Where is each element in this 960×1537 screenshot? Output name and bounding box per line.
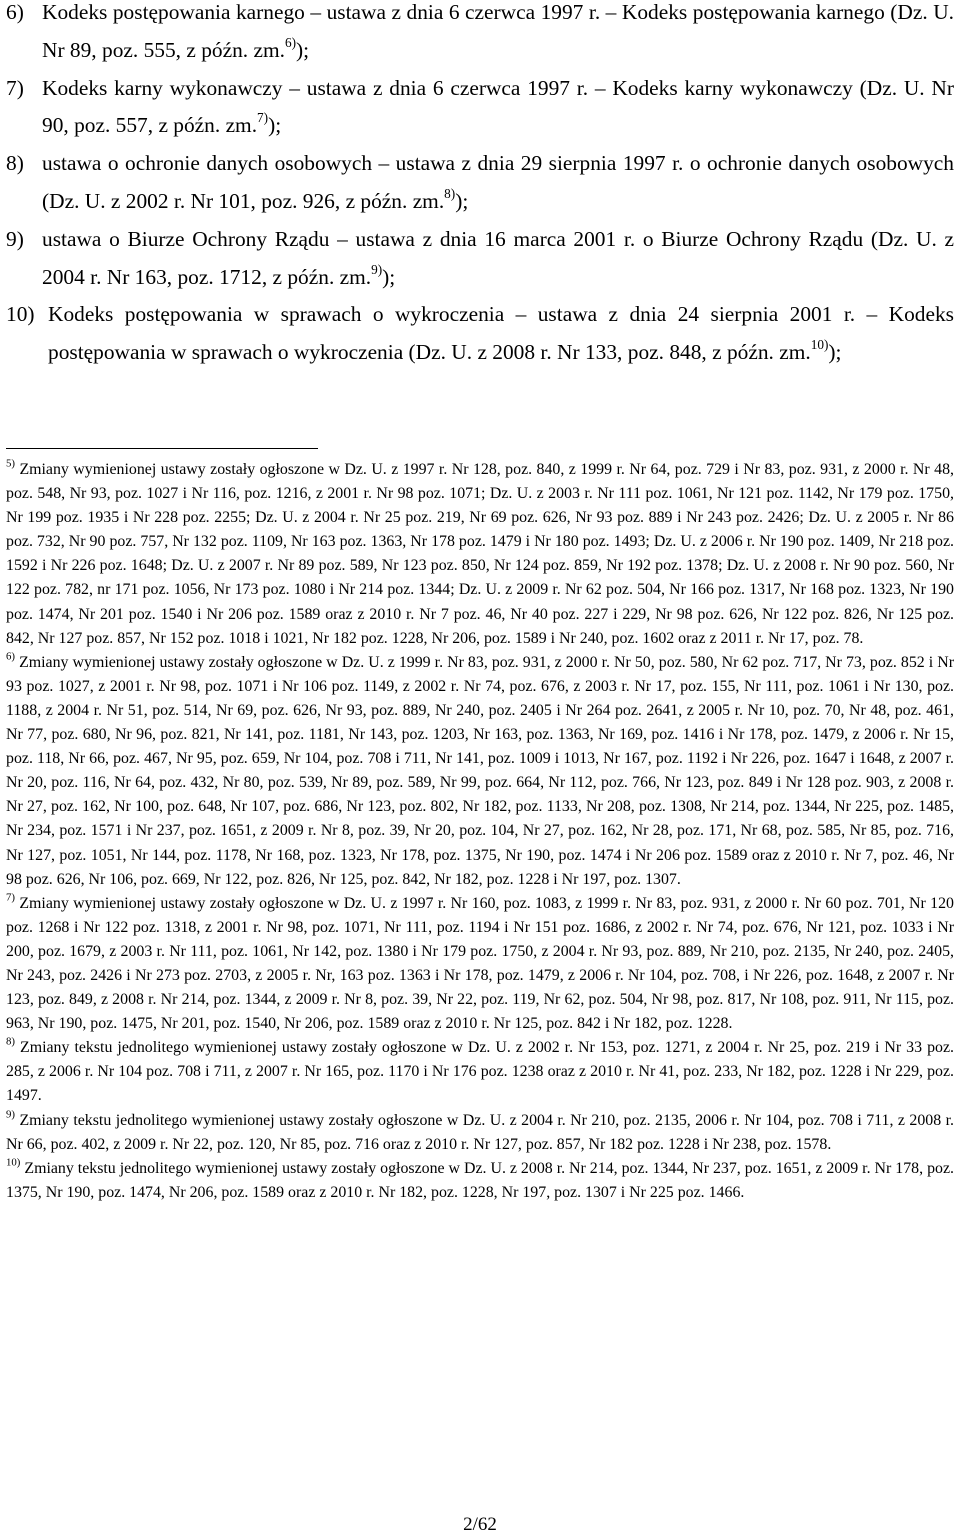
list-item [6,296,954,372]
item-number: 8) [6,151,24,176]
item-tail: ); [382,264,396,289]
footnote [6,892,954,1037]
footnote [6,651,954,892]
footnote-text: Zmiany tekstu jednolitego wymienionej ustawy zostały ogłoszone w Dz. U. z 2004 r. Nr 210, poz. 2135, 2006 r. Nr 104, poz. 708 i 711, z 2008 r. Nr 66, poz. 402, z 2009 r. Nr 22, poz. 120, Nr 85, poz. 716 oraz z 2010 r. Nr 127, poz. 857, Nr 182 poz. 1228 i Nr 238, poz. 1578. [6,1111,954,1153]
footnotes [6,458,954,1205]
item-text: Kodeks karny wykonawczy – ustawa z dnia 6 czerwca 1997 r. – Kodeks karny wykonawczy (Dz. U. Nr 90, poz. 557, z późn. zm. [42,75,954,138]
item-tail: ); [828,340,842,365]
item-number: 10) [6,302,35,327]
footnote-ref: 7) [257,110,269,126]
footnote-separator [6,448,318,449]
item-text: Kodeks postępowania w sprawach o wykroczenia – ustawa z dnia 24 sierpnia 2001 r. – Kodeks postępowania w sprawach o wykroczenia (Dz. U. z 2008 r. Nr 133, poz. 848, z późn. zm. [48,302,954,365]
footnote-ref: 6) [284,34,297,50]
item-tail: ); [296,37,310,62]
footnote-ref: 8) [444,186,456,202]
footnote-mark: 5) [6,457,15,470]
page-number: 2/62 [463,1514,497,1535]
item-tail: ); [455,188,469,213]
footnote [6,458,954,651]
footnote-mark: 6) [6,650,15,663]
footnote-mark: 9) [6,1107,15,1120]
footnote-text: Zmiany wymienionej ustawy zostały ogłoszone w Dz. U. z 1997 r. Nr 128, poz. 840, z 1999 r. Nr 64, poz. 729 i Nr 83, poz. 931, z 2000 r. Nr 48, poz. 548, Nr 93, poz. 1027 i Nr 116, poz. 1216, z 2001 r. Nr 98 poz. 1071; Dz. U. z 2003 r. Nr 111 poz. 1061, Nr 121 poz. 1142, Nr 179 poz. 1750, Nr 199 poz. 1935 i Nr 228 poz. 2255; Dz. U. z 2004 r. Nr 25 poz. 219, Nr 69 poz. 626, Nr 93 poz. 889 i Nr 243 poz. 2426; Dz. U. z 2005 r. Nr 86 poz. 732, Nr 90 poz. 757, Nr 132 poz. 1109, Nr 163 poz. 1363, Nr 178 poz. 1479 i Nr 180 poz. 1493; Dz. U. z 2006 r. Nr 190 poz. 1409, Nr 218 poz. 1592 i Nr 226 poz. 1648; Dz. U. z 2007 r. Nr 89 poz. 589, Nr 123 poz. 850, Nr 124 poz. 859, Nr 192 poz. 1378; Dz. U. z 2008 r. Nr 90 poz. 560, Nr 122 poz. 782, nr 171 poz. 1056, Nr 173 poz. 1080 i Nr 214 poz. 1344; Dz. U. z 2009 r. Nr 62 poz. 504, Nr 166 poz. 1317, Nr 168 poz. 1323, Nr 190 poz. 1474, Nr 201 poz. 1540 i Nr 206 poz. 1589 oraz z 2010 r. Nr 7 poz. 46, Nr 40 poz. 227 i 229, Nr 98 poz. 626, Nr 122 poz. 826, Nr 125 poz. 842, Nr 127 poz. 857, Nr 152 poz. 1018 i 1021, Nr 182 poz. 1228, Nr 206, poz. 1589 i Nr 240, poz. 1602 oraz z 2011 r. Nr 17, poz. 78. [6,461,954,647]
footnote-text: Zmiany tekstu jednolitego wymienionej ustawy zostały ogłoszone w Dz. U. z 2008 r. Nr 214, poz. 1344, Nr 237, poz. 1651, z 2009 r. Nr 178, poz. 1375, Nr 190, poz. 1474, Nr 206, poz. 1589 oraz z 2010 r. Nr 182, poz. 1228, Nr 197, poz. 1307 i Nr 225 poz. 1466. [6,1159,954,1201]
footnote [6,1157,954,1205]
item-number: 7) [6,75,24,100]
footnote-mark: 10) [6,1156,21,1169]
list-item [6,221,954,297]
footnote-text: Zmiany tekstu jednolitego wymienionej ustawy zostały ogłoszone w Dz. U. z 2002 r. Nr 153, poz. 1271, z 2004 r. Nr 25, poz. 219 i Nr 33 poz. 285, z 2006 r. Nr 104 poz. 708 i 711, z 2007 r. Nr 165, poz. 1170 i Nr 176 poz. 1238 oraz z 2010 r. Nr 41, poz. 233, Nr 182, poz. 1228 i Nr 229, poz. 1497. [6,1039,954,1105]
list-item [6,145,954,221]
footnote-text: Zmiany wymienionej ustawy zostały ogłoszone w Dz. U. z 1997 r. Nr 160, poz. 1083, z 1999 r. Nr 83, poz. 931, z 2000 r. Nr 60 poz. 701, Nr 120 poz. 1268 i Nr 122 poz. 1318, z 2001 r. Nr 98, poz. 1071, Nr 111, poz. 1194 i Nr 151 poz. 1686, z 2002 r. Nr 74, poz. 676, Nr 121, poz. 1033 i Nr 200, poz. 1679, z 2003 r. Nr 111, poz. 1061, Nr 142, poz. 1380 i Nr 179 poz. 1750, z 2004 r. Nr 93, poz. 889, Nr 210, poz. 2135, Nr 240, poz. 2405, Nr 243, poz. 2426 i Nr 273 poz. 2703, z 2005 r. Nr, 163 poz. 1363 i Nr 178, poz. 1479, z 2006 r. Nr 104, poz. 708, i Nr 226, poz. 1648, z 2007 r. Nr 123, poz. 849, z 2008 r. Nr 214, poz. 1344, z 2009 r. Nr 8, poz. 39, Nr 22, poz. 119, Nr 62, poz. 504, Nr 98, poz. 817, Nr 108, poz. 911, Nr 115, poz. 963, Nr 190, poz. 1475, Nr 201, poz. 1540, Nr 206, poz. 1589 oraz z 2010 r. Nr 125, poz. 842 i Nr 182, poz. 1228. [6,894,954,1033]
item-text: Kodeks postępowania karnego – ustawa z dnia 6 czerwca 1997 r. – Kodeks postępowania karnego (Dz. U. Nr 89, poz. 555, z późn. zm. [42,0,954,62]
footnote-ref: 9) [371,261,383,277]
footnote [6,1036,954,1108]
item-number: 6) [6,0,24,24]
item-text: ustawa o Biurze Ochrony Rządu – ustawa z dnia 16 marca 2001 r. o Biurze Ochrony Rządu (Dz. U. z 2004 r. Nr 163, poz. 1712, z późn. zm. [42,226,954,289]
list-item [6,70,954,146]
list-item [6,0,954,70]
document-page [6,0,954,1201]
item-tail: ); [268,113,282,138]
item-number: 9) [6,226,24,251]
legal-acts-list [6,0,954,372]
footnote-mark: 7) [6,891,15,904]
footnote [6,1109,954,1157]
footnote-text: Zmiany wymienionej ustawy zostały ogłoszone w Dz. U. z 1999 r. Nr 83, poz. 931, z 2000 r. Nr 50, poz. 580, Nr 62 poz. 717, Nr 73, poz. 852 i Nr 93 poz. 1027, z 2001 r. Nr 98, poz. 1071 i Nr 106 poz. 1149, z 2002 r. Nr 74, poz. 676, z 2003 r. Nr 17, poz. 155, Nr 111, poz. 1061 i Nr 130, poz. 1188, z 2004 r. Nr 51, poz. 514, Nr 69, poz. 626, Nr 93, poz. 889, Nr 240, poz. 2405 i Nr 264 poz. 2641, z 2005 r. Nr 10, poz. 70, Nr 48, poz. 461, Nr 77, poz. 680, Nr 96, poz. 821, Nr 141, poz. 1181, Nr 143, poz. 1203, Nr 163, poz. 1363, Nr 169, poz. 1416 i Nr 178, poz. 1479, z 2006 r. Nr 15, poz. 118, Nr 66, poz. 467, Nr 95, poz. 659, Nr 104, poz. 708 i 711, Nr 141, poz. 1009 i 1013, Nr 167, poz. 1192 i Nr 226, poz. 1647 i 1648, z 2007 r. Nr 20, poz. 116, Nr 64, poz. 432, Nr 80, poz. 539, Nr 89, poz. 589, Nr 99, poz. 664, Nr 112, poz. 766, Nr 123, poz. 849 i Nr 128 poz. 903, z 2008 r. Nr 27, poz. 162, Nr 100, poz. 648, Nr 107, poz. 686, Nr 123, poz. 802, Nr 182, poz. 1133, Nr 208, poz. 1308, Nr 214, poz. 1344, Nr 225, poz. 1485, Nr 234, poz. 1571 i Nr 237, poz. 1651, z 2009 r. Nr 8, poz. 39, Nr 20, poz. 104, Nr 27, poz. 162, Nr 28, poz. 171, Nr 68, poz. 585, Nr 85, poz. 716, Nr 127, poz. 1051, Nr 144, poz. 1178, Nr 168, poz. 1323, Nr 178, poz. 1375, Nr 190, poz. 1474 i Nr 206 poz. 1589 oraz z 2010 r. Nr 7, poz. 46, Nr 98 poz. 626, Nr 106, poz. 669, Nr 122, poz. 826, Nr 125, poz. 842, Nr 182, poz. 1228 i Nr 197, poz. 1307. [6,653,954,888]
item-text: ustawa o ochronie danych osobowych – ustawa z dnia 29 sierpnia 1997 r. o ochronie danych osobowych (Dz. U. z 2002 r. Nr 101, poz. 926, z późn. zm. [42,151,954,213]
footnote-ref: 10) [810,337,829,353]
footnote-mark: 8) [6,1035,15,1048]
